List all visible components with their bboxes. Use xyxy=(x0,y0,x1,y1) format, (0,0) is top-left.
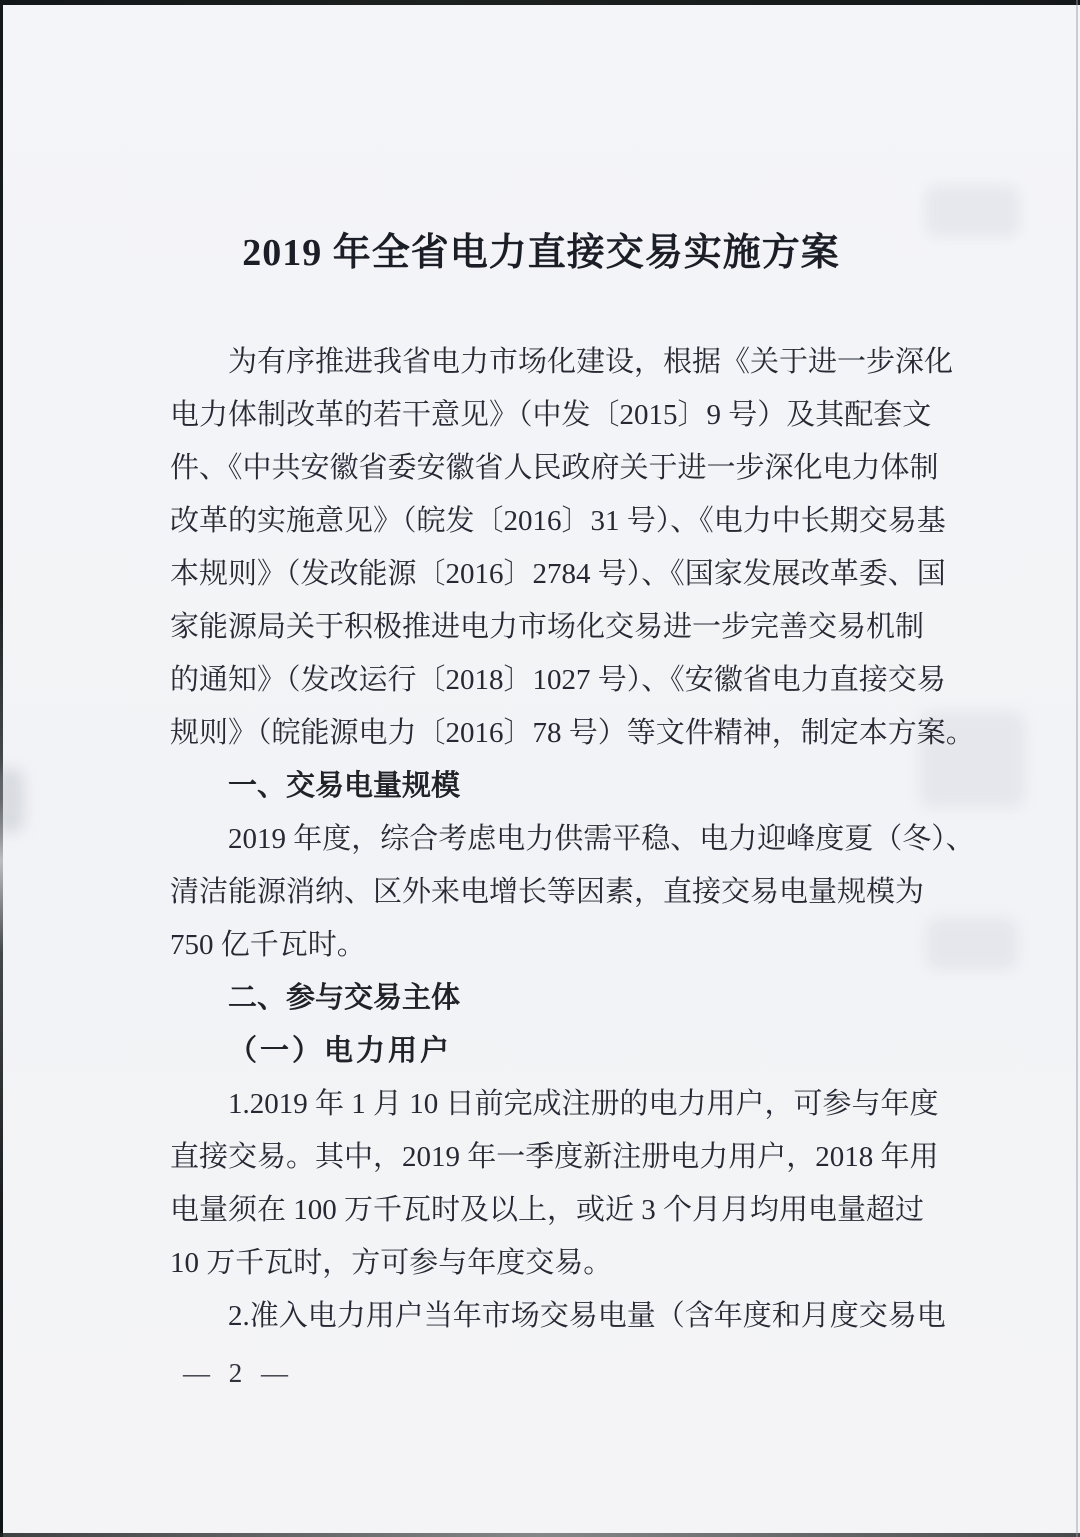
subsection-heading-power-users: （一）电力用户 xyxy=(228,1035,453,1067)
paragraph-line: 2019 年度，综合考虑电力供需平稳、电力迎峰度夏（冬）、 xyxy=(228,823,975,855)
section-heading-participants: 二、参与交易主体 xyxy=(228,982,461,1014)
paragraph-line: 家能源局关于积极推进电力市场化交易进一步完善交易机制 xyxy=(170,611,925,643)
paragraph-line: 直接交易。其中，2019 年一季度新注册电力用户，2018 年用 xyxy=(170,1141,939,1173)
paragraph-line: 的通知》（发改运行〔2018〕1027 号）、《安徽省电力直接交易 xyxy=(170,664,946,696)
paragraph-line: 规则》（皖能源电力〔2016〕78 号）等文件精神，制定本方案。 xyxy=(170,717,975,749)
document-title: 2019 年全省电力直接交易实施方案 xyxy=(242,232,840,274)
scan-edge-bottom xyxy=(0,1533,1080,1537)
paragraph-line: 电力体制改革的若干意见》（中发〔2015〕9 号）及其配套文 xyxy=(170,399,932,431)
paragraph-line: 1.2019 年 1 月 10 日前完成注册的电力用户，可参与年度 xyxy=(228,1088,939,1120)
scan-smudge xyxy=(0,768,24,833)
paragraph-line: 2.准入电力用户当年市场交易电量（含年度和月度交易电 xyxy=(228,1300,946,1332)
scan-smudge xyxy=(926,918,1018,970)
scan-edge-right xyxy=(1076,0,1078,1537)
paragraph-line: 10 万千瓦时，方可参与年度交易。 xyxy=(170,1247,613,1279)
paragraph-line: 750 亿千瓦时。 xyxy=(170,929,366,961)
paragraph-line: 为有序推进我省电力市场化建设，根据《关于进一步深化 xyxy=(228,346,954,378)
paragraph-line: 改革的实施意见》（皖发〔2016〕31 号）、《电力中长期交易基 xyxy=(170,505,946,537)
paragraph-line: 清洁能源消纳、区外来电增长等因素，直接交易电量规模为 xyxy=(170,876,925,908)
scan-edge-top xyxy=(0,0,1080,5)
paragraph-line: 本规则》（发改能源〔2016〕2784 号）、《国家发展改革委、国 xyxy=(170,558,946,590)
document-content xyxy=(170,222,975,1343)
scan-smudge xyxy=(925,185,1020,237)
paragraph-line: 件、《中共安徽省委安徽省人民政府关于进一步深化电力体制 xyxy=(170,452,939,484)
section-heading-trade-volume: 一、交易电量规模 xyxy=(228,770,461,802)
page-number: — 2 — xyxy=(183,1358,294,1388)
paragraph-line: 电量须在 100 万千瓦时及以上，或近 3 个月月均用电量超过 xyxy=(170,1194,925,1226)
